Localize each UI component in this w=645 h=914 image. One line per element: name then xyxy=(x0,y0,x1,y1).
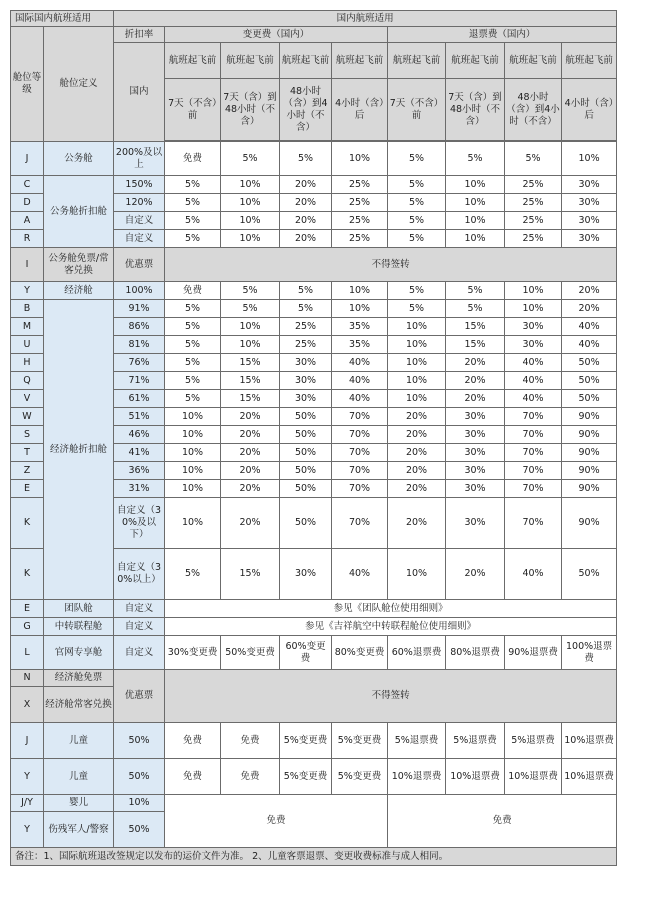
fee-cell: 20% xyxy=(221,498,280,549)
discount-rate: 自定义 xyxy=(114,230,165,248)
fee-cell: 20% xyxy=(446,390,505,408)
no-endorsement: 不得签转 xyxy=(165,670,617,723)
fee-cell: 40% xyxy=(332,549,388,600)
fee-cell: 5%退票费 xyxy=(388,723,446,759)
fee-cell: 30% xyxy=(505,336,562,354)
fee-cell: 免费 xyxy=(165,142,221,176)
discount-rate: 50% xyxy=(114,812,165,848)
header-time-3: 48小时（含）到4小时（不含） xyxy=(505,79,562,141)
fee-cell: 70% xyxy=(505,498,562,549)
fee-cell: 免费 xyxy=(165,282,221,300)
discount-rate: 71% xyxy=(114,372,165,390)
cabin-code: N xyxy=(11,670,44,687)
fee-cell: 5%变更费 xyxy=(332,723,388,759)
fee-cell: 25% xyxy=(505,194,562,212)
fee-cell: 50% xyxy=(280,480,332,498)
fee-cell: 5% xyxy=(165,230,221,248)
fee-cell: 5% xyxy=(165,336,221,354)
cabin-code: S xyxy=(11,426,44,444)
discount-rate: 自定义 xyxy=(114,618,165,636)
fee-cell: 20% xyxy=(388,498,446,549)
cabin-code: I xyxy=(11,248,44,282)
fee-cell: 5% xyxy=(280,142,332,176)
header-time-4: 4小时（含）后 xyxy=(332,79,388,141)
fee-cell: 50% xyxy=(280,444,332,462)
fee-cell: 20% xyxy=(562,300,617,318)
fee-cell: 10% xyxy=(332,142,388,176)
fee-cell: 10% xyxy=(505,282,562,300)
fee-cell: 30% xyxy=(505,318,562,336)
fee-cell: 70% xyxy=(332,480,388,498)
fee-cell: 10%退票费 xyxy=(388,759,446,795)
cabin-code: K xyxy=(11,498,44,549)
fee-cell: 30% xyxy=(446,426,505,444)
fee-cell: 10% xyxy=(446,212,505,230)
fee-cell: 5% xyxy=(388,142,446,176)
fee-cell: 5% xyxy=(165,194,221,212)
fee-cell: 免费 xyxy=(165,723,221,759)
discount-rate: 31% xyxy=(114,480,165,498)
fee-cell: 50% xyxy=(562,390,617,408)
cabin-code: J/Y xyxy=(11,795,44,812)
discount-rate: 优惠票 xyxy=(114,670,165,723)
cabin-code: H xyxy=(11,354,44,372)
fee-cell: 10% xyxy=(446,194,505,212)
discount-rate: 100% xyxy=(114,282,165,300)
fee-cell: 免费 xyxy=(221,759,280,795)
fee-cell: 10% xyxy=(165,426,221,444)
cabin-code: U xyxy=(11,336,44,354)
fee-cell: 80%退票费 xyxy=(446,636,505,670)
fee-cell: 5% xyxy=(388,300,446,318)
fee-cell: 5% xyxy=(165,212,221,230)
cabin-definition: 公务舱折扣舱 xyxy=(44,176,114,248)
footnote: 备注：1、国际航班退改签规定以发布的运价文件为准。 2、儿童客票退票、变更收费标准与成人相同。 xyxy=(11,848,617,866)
fee-cell: 50% xyxy=(280,408,332,426)
cabin-code: R xyxy=(11,230,44,248)
fee-cell: 10% xyxy=(562,142,617,176)
fee-cell: 5%退票费 xyxy=(505,723,562,759)
header-time-2: 7天（含）到48小时（不含） xyxy=(221,79,280,141)
fee-cell: 50% xyxy=(280,498,332,549)
fee-cell: 50% xyxy=(562,372,617,390)
fee-cell: 10% xyxy=(221,176,280,194)
fee-cell: 10% xyxy=(388,390,446,408)
fee-cell: 5% xyxy=(388,194,446,212)
fee-cell: 10% xyxy=(388,318,446,336)
fee-cell: 10% xyxy=(446,176,505,194)
cabin-definition: 中转联程舱 xyxy=(44,618,114,636)
fee-cell: 35% xyxy=(332,336,388,354)
fee-cell: 5% xyxy=(165,354,221,372)
fee-cell: 20% xyxy=(388,408,446,426)
fee-cell: 5% xyxy=(388,212,446,230)
header-time-3: 48小时（含）到4小时（不含） xyxy=(280,79,332,141)
cabin-definition: 经济舱折扣舱 xyxy=(44,300,114,600)
fee-cell: 30% xyxy=(446,480,505,498)
header-before-depart: 航班起飞前 xyxy=(505,43,562,79)
fee-cell: 70% xyxy=(332,498,388,549)
fee-cell: 90% xyxy=(562,498,617,549)
fee-cell: 30% xyxy=(562,212,617,230)
cabin-code: J xyxy=(11,723,44,759)
fee-cell: 5% xyxy=(165,300,221,318)
fee-cell: 20% xyxy=(221,462,280,480)
fee-cell: 10% xyxy=(165,462,221,480)
fee-cell: 100%退票费 xyxy=(562,636,617,670)
fee-cell: 10% xyxy=(221,194,280,212)
cabin-code: K xyxy=(11,549,44,600)
fee-cell: 10% xyxy=(165,480,221,498)
fee-cell: 50% xyxy=(562,354,617,372)
fee-cell: 30% xyxy=(562,176,617,194)
fee-cell: 5% xyxy=(446,282,505,300)
cabin-code: E xyxy=(11,600,44,618)
discount-rate: 自定义（30%及以下） xyxy=(114,498,165,549)
header-before-depart: 航班起飞前 xyxy=(562,43,617,79)
cabin-code: Z xyxy=(11,462,44,480)
discount-rate: 86% xyxy=(114,318,165,336)
fee-cell: 15% xyxy=(446,336,505,354)
header-discount: 折扣率 xyxy=(114,27,165,43)
discount-rate: 120% xyxy=(114,194,165,212)
fee-cell: 50% xyxy=(280,426,332,444)
cabin-definition: 公务舱免票/常客兑换 xyxy=(44,248,114,282)
discount-rate: 自定义 xyxy=(114,636,165,670)
discount-rate: 51% xyxy=(114,408,165,426)
fee-cell: 90% xyxy=(562,480,617,498)
no-endorsement: 不得签转 xyxy=(165,248,617,282)
fee-cell: 40% xyxy=(505,390,562,408)
fee-cell: 30% xyxy=(280,549,332,600)
fee-cell: 40% xyxy=(332,354,388,372)
fee-table-container xyxy=(10,10,636,866)
header-change-fee: 变更费（国内） xyxy=(165,27,388,43)
fee-cell: 5% xyxy=(221,300,280,318)
fee-cell: 20% xyxy=(221,408,280,426)
fee-cell: 5% xyxy=(388,230,446,248)
fee-cell: 20% xyxy=(388,426,446,444)
header-time-1: 7天（不含）前 xyxy=(165,79,221,141)
fee-cell: 10%退票费 xyxy=(562,759,617,795)
fee-cell: 5% xyxy=(165,176,221,194)
fee-cell: 15% xyxy=(221,390,280,408)
fee-cell: 30% xyxy=(446,408,505,426)
fee-cell: 50% xyxy=(562,549,617,600)
discount-rate: 200%及以上 xyxy=(114,142,165,176)
cabin-code: Y xyxy=(11,812,44,848)
fee-cell: 20% xyxy=(280,194,332,212)
fee-cell: 25% xyxy=(280,336,332,354)
fee-cell: 70% xyxy=(505,480,562,498)
fee-cell: 40% xyxy=(562,318,617,336)
cabin-definition: 官网专享舱 xyxy=(44,636,114,670)
header-before-depart: 航班起飞前 xyxy=(221,43,280,79)
fee-cell: 60%退票费 xyxy=(388,636,446,670)
fee-cell: 70% xyxy=(332,444,388,462)
fee-cell: 10% xyxy=(221,212,280,230)
discount-rate: 36% xyxy=(114,462,165,480)
header-refund-fee: 退票费（国内） xyxy=(388,27,617,43)
fee-cell: 20% xyxy=(221,480,280,498)
fee-cell: 5% xyxy=(165,549,221,600)
group-rules-reference: 参见《团队舱位使用细则》 xyxy=(165,600,617,618)
cabin-code: E xyxy=(11,480,44,498)
cabin-definition: 公务舱 xyxy=(44,142,114,176)
cabin-definition: 经济舱 xyxy=(44,282,114,300)
fee-cell: 5%变更费 xyxy=(280,723,332,759)
discount-rate: 10% xyxy=(114,795,165,812)
cabin-code: X xyxy=(11,687,44,723)
header-time-4: 4小时（含）后 xyxy=(562,79,617,141)
fee-cell: 30% xyxy=(446,498,505,549)
fee-cell: 10%退票费 xyxy=(446,759,505,795)
fee-cell: 5% xyxy=(165,390,221,408)
fee-cell: 20% xyxy=(221,444,280,462)
fee-cell: 50% xyxy=(280,462,332,480)
fee-cell: 70% xyxy=(505,408,562,426)
fee-cell: 5% xyxy=(280,282,332,300)
change-fee-free: 免费 xyxy=(165,795,388,848)
discount-rate: 61% xyxy=(114,390,165,408)
fee-cell: 10%退票费 xyxy=(562,723,617,759)
fee-cell: 10% xyxy=(221,336,280,354)
fee-cell: 5% xyxy=(221,282,280,300)
fee-cell: 20% xyxy=(280,212,332,230)
fee-cell: 50%变更费 xyxy=(221,636,280,670)
fee-cell: 5% xyxy=(388,176,446,194)
header-before-depart: 航班起飞前 xyxy=(280,43,332,79)
discount-rate: 46% xyxy=(114,426,165,444)
refund-fee-free: 免费 xyxy=(388,795,617,848)
discount-rate: 50% xyxy=(114,723,165,759)
fee-cell: 10% xyxy=(165,498,221,549)
header-time-1: 7天（不含）前 xyxy=(388,79,446,141)
fee-cell: 70% xyxy=(332,462,388,480)
cabin-definition: 儿童 xyxy=(44,723,114,759)
fee-cell: 5%变更费 xyxy=(332,759,388,795)
fee-cell: 70% xyxy=(332,426,388,444)
fee-cell: 70% xyxy=(505,462,562,480)
cabin-code: W xyxy=(11,408,44,426)
fee-cell: 5% xyxy=(165,372,221,390)
fee-cell: 20% xyxy=(446,372,505,390)
cabin-definition: 团队舱 xyxy=(44,600,114,618)
fee-cell: 10% xyxy=(221,230,280,248)
fee-cell: 25% xyxy=(505,212,562,230)
header-domestic: 国内航班适用 xyxy=(114,11,617,27)
fee-cell: 20% xyxy=(388,462,446,480)
fee-cell: 40% xyxy=(505,549,562,600)
fee-cell: 25% xyxy=(332,230,388,248)
fee-cell: 25% xyxy=(505,230,562,248)
fee-cell: 5% xyxy=(446,142,505,176)
fee-cell: 5%退票费 xyxy=(446,723,505,759)
discount-rate: 50% xyxy=(114,759,165,795)
fee-cell: 40% xyxy=(332,372,388,390)
fee-cell: 10% xyxy=(221,318,280,336)
fee-cell: 80%变更费 xyxy=(332,636,388,670)
fee-cell: 90% xyxy=(562,408,617,426)
fee-cell: 10% xyxy=(332,300,388,318)
discount-rate: 81% xyxy=(114,336,165,354)
fee-cell: 5% xyxy=(505,142,562,176)
fee-cell: 25% xyxy=(332,194,388,212)
fee-cell: 10% xyxy=(165,444,221,462)
fee-cell: 15% xyxy=(221,372,280,390)
header-discount-domestic: 国内 xyxy=(114,43,165,142)
cabin-code: G xyxy=(11,618,44,636)
cabin-code: J xyxy=(11,142,44,176)
fee-cell: 30% xyxy=(446,462,505,480)
discount-rate: 41% xyxy=(114,444,165,462)
discount-rate: 91% xyxy=(114,300,165,318)
cabin-code: Y xyxy=(11,759,44,795)
cabin-code: Q xyxy=(11,372,44,390)
discount-rate: 自定义 xyxy=(114,600,165,618)
fee-cell: 10% xyxy=(388,372,446,390)
fee-cell: 40% xyxy=(505,372,562,390)
cabin-definition: 婴儿 xyxy=(44,795,114,812)
fee-cell: 20% xyxy=(388,480,446,498)
fee-cell: 30% xyxy=(446,444,505,462)
cabin-definition: 经济舱免票 xyxy=(44,670,114,687)
fee-cell: 10% xyxy=(388,354,446,372)
fee-cell: 90%退票费 xyxy=(505,636,562,670)
fee-cell: 5% xyxy=(221,142,280,176)
transfer-rules-reference: 参见《吉祥航空中转联程舱位使用细则》 xyxy=(165,618,617,636)
header-before-depart: 航班起飞前 xyxy=(446,43,505,79)
fee-cell: 25% xyxy=(280,318,332,336)
fee-cell: 20% xyxy=(446,549,505,600)
header-cabin-definition: 舱位定义 xyxy=(44,27,114,142)
fee-cell: 40% xyxy=(562,336,617,354)
fee-cell: 20% xyxy=(446,354,505,372)
fee-cell: 25% xyxy=(505,176,562,194)
fee-cell: 20% xyxy=(562,282,617,300)
cabin-code: V xyxy=(11,390,44,408)
fee-cell: 30% xyxy=(562,230,617,248)
fee-cell: 30% xyxy=(562,194,617,212)
cabin-code: Y xyxy=(11,282,44,300)
fee-cell: 90% xyxy=(562,462,617,480)
fee-cell: 20% xyxy=(280,176,332,194)
header-before-depart: 航班起飞前 xyxy=(388,43,446,79)
fee-cell: 10% xyxy=(505,300,562,318)
header-time-2: 7天（含）到48小时（不含） xyxy=(446,79,505,141)
header-before-depart: 航班起飞前 xyxy=(332,43,388,79)
fee-cell: 10% xyxy=(165,408,221,426)
fee-cell: 30% xyxy=(280,354,332,372)
cabin-code: M xyxy=(11,318,44,336)
fee-cell: 5% xyxy=(388,282,446,300)
fee-cell: 免费 xyxy=(165,759,221,795)
fee-cell: 10% xyxy=(388,549,446,600)
fee-cell: 70% xyxy=(332,408,388,426)
fee-cell: 5% xyxy=(280,300,332,318)
cabin-code: A xyxy=(11,212,44,230)
fee-cell: 15% xyxy=(221,549,280,600)
cabin-code: C xyxy=(11,176,44,194)
fee-cell: 5%变更费 xyxy=(280,759,332,795)
fee-cell: 25% xyxy=(332,212,388,230)
fee-cell: 20% xyxy=(280,230,332,248)
fee-cell: 35% xyxy=(332,318,388,336)
fee-cell: 5% xyxy=(165,318,221,336)
cabin-definition: 经济舱常客兑换 xyxy=(44,687,114,723)
discount-rate: 优惠票 xyxy=(114,248,165,282)
fee-cell: 40% xyxy=(505,354,562,372)
fee-cell: 15% xyxy=(221,354,280,372)
discount-rate: 自定义（30%以上） xyxy=(114,549,165,600)
header-corner: 国际国内航班适用 xyxy=(11,11,114,27)
header-before-depart: 航班起飞前 xyxy=(165,43,221,79)
fee-cell: 90% xyxy=(562,444,617,462)
cabin-code: L xyxy=(11,636,44,670)
discount-rate: 150% xyxy=(114,176,165,194)
fee-cell: 10%退票费 xyxy=(505,759,562,795)
cabin-code: D xyxy=(11,194,44,212)
fee-cell: 30% xyxy=(280,372,332,390)
fee-cell: 70% xyxy=(505,444,562,462)
fee-cell: 90% xyxy=(562,426,617,444)
fee-cell: 25% xyxy=(332,176,388,194)
fee-cell: 5% xyxy=(446,300,505,318)
fee-cell: 10% xyxy=(332,282,388,300)
fee-cell: 60%变更费 xyxy=(280,636,332,670)
discount-rate: 76% xyxy=(114,354,165,372)
fee-cell: 免费 xyxy=(221,723,280,759)
header-cabin-class: 舱位等级 xyxy=(11,27,44,142)
fee-cell: 10% xyxy=(446,230,505,248)
cabin-code: T xyxy=(11,444,44,462)
cabin-definition: 儿童 xyxy=(44,759,114,795)
fee-cell: 20% xyxy=(221,426,280,444)
refund-change-fee-table xyxy=(10,10,636,866)
fee-cell: 70% xyxy=(505,426,562,444)
discount-rate: 自定义 xyxy=(114,212,165,230)
fee-cell: 30%变更费 xyxy=(165,636,221,670)
fee-cell: 30% xyxy=(280,390,332,408)
fee-cell: 15% xyxy=(446,318,505,336)
cabin-definition: 伤残军人/警察 xyxy=(44,812,114,848)
cabin-code: B xyxy=(11,300,44,318)
fee-cell: 10% xyxy=(388,336,446,354)
fee-cell: 40% xyxy=(332,390,388,408)
fee-cell: 20% xyxy=(388,444,446,462)
